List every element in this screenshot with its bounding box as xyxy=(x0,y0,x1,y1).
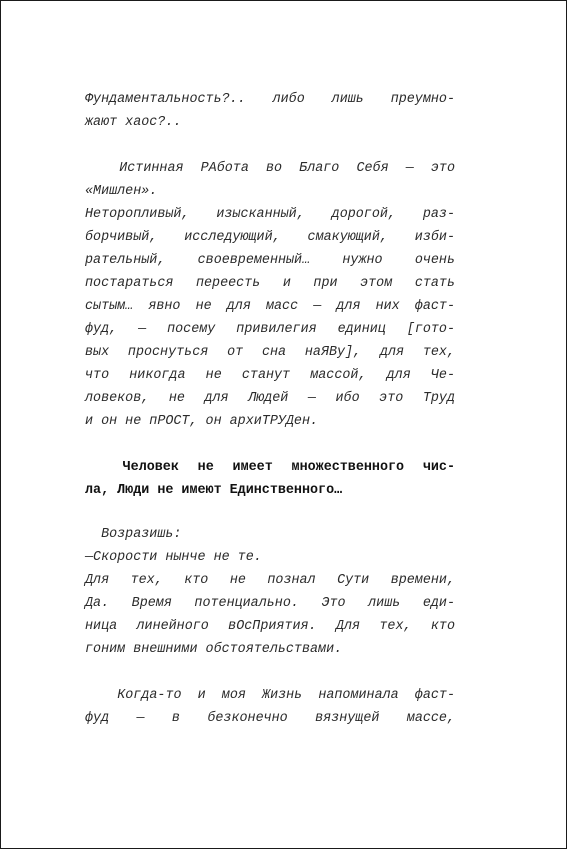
text-line: сытым… явно не для масс — для них фаст- xyxy=(85,299,455,314)
text-line: Неторопливый, изысканный, дорогой, раз- xyxy=(85,207,455,222)
text-line: вых проснуться от сна наЯВу], для тех, xyxy=(85,345,455,360)
text-line: фуд, — посему привилегия единиц [гото- xyxy=(85,322,455,337)
text-line: Когда-то и моя Жизнь напоминала фаст- xyxy=(85,688,455,703)
text-line: и он не пРОСТ, он архиТРУДен. xyxy=(85,414,319,429)
text-line: Истинная РАбота во Благо Себя — это xyxy=(85,161,455,176)
text-line: что никогда не станут массой, для Че- xyxy=(85,368,455,383)
text-line: Фундаментальность?.. либо лишь преумно- xyxy=(85,92,455,107)
text-line: Да. Время потенциально. Это лишь еди- xyxy=(85,596,455,611)
text-line: рательный, своевременный… нужно очень xyxy=(85,253,455,268)
text-line: ница линейного вОсПриятия. Для тех, кто xyxy=(85,619,455,634)
bold-line: Человек не имеет множественного чис- xyxy=(85,460,455,475)
text-line: «Мишлен». xyxy=(85,184,158,199)
text-line: гоним внешними обстоятельствами. xyxy=(85,642,343,657)
text-line: жают хаос?.. xyxy=(85,115,182,130)
bold-line: ла, Люди не имеют Единственного… xyxy=(85,483,343,498)
text-line: фуд — в безконечно вязнущей массе, xyxy=(85,711,455,726)
text-line: ловеков, не для Людей — ибо это Труд xyxy=(85,391,455,406)
text-line: Для тех, кто не познал Сути времени, xyxy=(85,573,455,588)
text-line: постараться переесть и при этом стать xyxy=(85,276,455,291)
text-line: —Скорости нынче не те. xyxy=(85,550,262,565)
text-line: борчивый, исследующий, смакующий, изби- xyxy=(85,230,455,245)
text-line: Возразишь: xyxy=(85,527,182,542)
